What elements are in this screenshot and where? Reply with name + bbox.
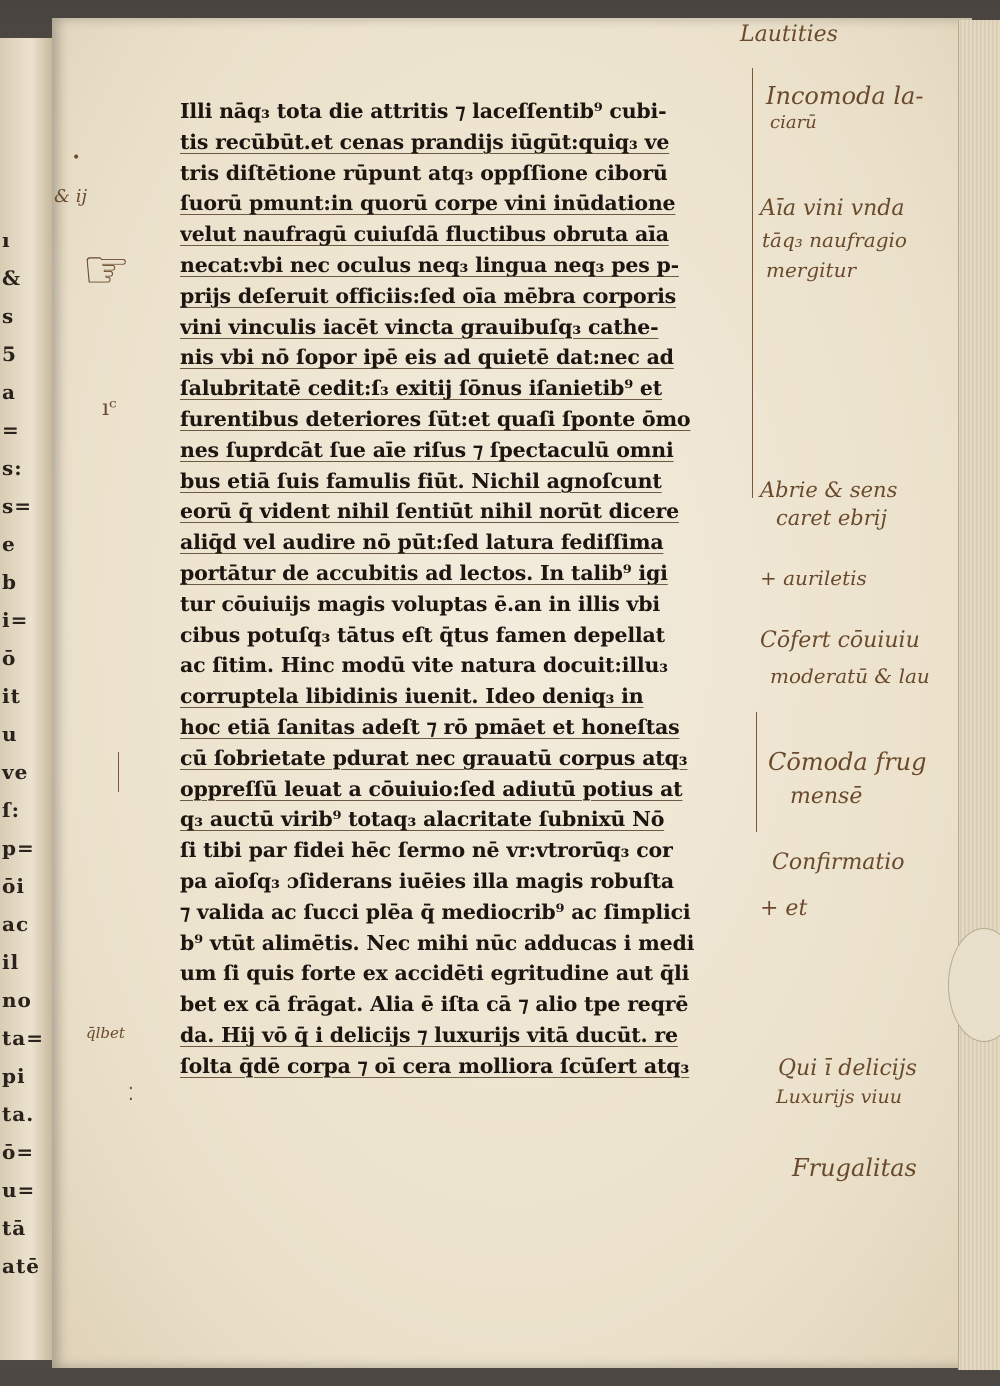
printed-line: ⁊ valida ac ſucci plēa q̄ mediocrib⁹ ac ſimplici	[180, 899, 691, 924]
printed-line: um ſi quis forte ex accidēti egritudine aut q̄li	[180, 961, 690, 986]
printed-line: da. Hij vō q̄ i delicijs ⁊ luxurijs vitā ducūt. re	[180, 1022, 678, 1047]
page-edges	[958, 20, 1000, 1370]
printed-line: Illi nāq₃ tota die attritis ⁊ laceſſentib⁹ cubi-	[180, 99, 667, 123]
marginal-note-4: + auriletis	[760, 566, 867, 590]
left-page-fragment: tā	[2, 1216, 27, 1240]
left-page-fragment: pi	[2, 1064, 26, 1088]
printed-line: velut naufragū cuiuſdā fluctibus obruta aīa	[180, 222, 669, 247]
left-page-fragment: e	[2, 532, 16, 556]
marginal-dot: •	[72, 150, 81, 166]
printed-line: eorū q̄ vident nihil ſentiūt nihil norūt dicere	[180, 499, 679, 524]
left-page-fragment: s:	[2, 456, 23, 480]
left-page-fragment: s	[2, 304, 15, 328]
printed-line: necat:vbi nec oculus neq₃ lingua neq₃ pes p-	[180, 252, 679, 277]
printed-line: prijs deſeruit officiis:ſed oīa mēbra corporis	[180, 283, 677, 308]
left-page-fragment: ı	[2, 228, 11, 252]
left-page-fragment: ō	[2, 646, 17, 670]
marginal-note-9: Frugalitas	[792, 1154, 917, 1182]
left-page-fragment: ac	[2, 912, 30, 936]
printed-line: ſuorū pmunt:in quorū corpe vini inūdatione	[180, 191, 676, 216]
margin-bracket	[118, 752, 119, 792]
left-page-fragment: b	[2, 570, 17, 594]
left-page-fragment: ſ:	[2, 798, 20, 822]
left-page-fragment: ōi	[2, 874, 25, 898]
printed-line: bus etiā ſuis famulis fiūt. Nichil agnoſcunt	[180, 468, 662, 493]
printed-line: bet ex cā frāgat. Alia ē iſta cā ⁊ alio tpe reqrē	[180, 992, 689, 1017]
printed-line: oppreſſū leuat a cōuiuio:ſed adiutū potius at	[180, 776, 683, 801]
left-page-fragment: il	[2, 950, 20, 974]
marginal-header: Lautities	[740, 22, 838, 47]
printed-line: cū ſobrietate pdurat nec grauatū corpus atq₃	[180, 745, 688, 770]
printed-line: tur cōuiuijs magis voluptas ē.an in illis vbi	[180, 591, 660, 616]
left-page-fragment: ve	[2, 760, 29, 784]
marginal-note-6b: mensē	[790, 784, 863, 809]
marginal-note-7b: + et	[760, 896, 808, 921]
left-margin-note-1: & ij	[54, 186, 88, 207]
margin-bracket	[752, 68, 753, 498]
printed-line: aliq̄d vel audire nō pūt:ſed latura fediſſima	[180, 530, 664, 555]
marginal-note-1: Incomoda la-	[766, 82, 924, 110]
printed-line: b⁹ vtūt alimētis. Nec mihi nūc adducas i medi	[180, 930, 695, 955]
margin-bracket	[756, 712, 757, 832]
left-page-fragment: ta.	[2, 1102, 35, 1126]
marginal-note-6: Cōmoda frug	[768, 748, 927, 776]
left-facing-page	[0, 38, 54, 1360]
left-page-fragment: i=	[2, 608, 29, 632]
marginal-note-3: Abrie & sens	[760, 478, 898, 502]
left-page-fragment: ta=	[2, 1026, 44, 1050]
left-page-fragment: a	[2, 380, 16, 404]
left-page-fragment: no	[2, 988, 32, 1012]
left-page-fragment: u=	[2, 1178, 36, 1202]
printed-line: ſalubritatē cedit:ſ₃ exitij ſōnus iſanietib⁹ et	[180, 376, 663, 401]
printed-line: ſi tibi par fidei hēc ſermo nē vr:vtrorūq₃ cor	[180, 838, 673, 863]
marginal-note-7: Confirmatio	[772, 850, 905, 875]
printed-line: portātur de accubitis ad lectos. In talib⁹ igi	[180, 560, 668, 585]
printed-text-block	[180, 96, 820, 1082]
marginal-mark: ıᶜ	[102, 396, 117, 421]
left-page-fragment: =	[2, 418, 20, 442]
marginal-note-3b: caret ebrij	[776, 506, 887, 530]
marginal-note-8: Qui ī delicijs	[778, 1056, 917, 1081]
left-page-fragment: it	[2, 684, 21, 708]
printed-line: q₃ auctū virib⁹ totaq₃ alacritate ſubnixū Nō	[180, 807, 665, 832]
printed-line: cibus potuſq₃ tātus eſt q̄tus famen depellat	[180, 622, 665, 647]
printed-line: nis vbi nō ſopor ipē eis ad quietē dat:nec ad	[180, 345, 674, 370]
printed-line: tis recūbūt.et cenas prandijs iūgūt:quiq₃ ve	[180, 129, 670, 154]
printed-line: nes ſuprdcāt ſue aīe riſus ⁊ ſpectaculū omni	[180, 437, 674, 462]
marginal-note-8b: Luxurijs viuu	[776, 1086, 902, 1108]
left-page-fragment: atē	[2, 1254, 40, 1278]
printed-line: pa aīoſq₃ ɔſiderans iuēies illa magis robuſta	[180, 868, 674, 893]
left-page-fragment: 5	[2, 342, 17, 366]
left-margin-note-2: q̄lbet	[86, 1024, 125, 1042]
marginal-note-5b: moderatū & lau	[770, 664, 930, 688]
marginal-note-2b: tāq₃ naufragio	[762, 228, 907, 252]
printed-line: tris diſtētione rūpunt atq₃ oppſſione ciborū	[180, 160, 668, 185]
left-page-fragment: &	[2, 266, 22, 290]
left-page-fragment: u	[2, 722, 18, 746]
printed-line: ac ſitim. Hinc modū vite natura docuit:illu₃	[180, 653, 668, 678]
marginal-note-2c: mergitur	[766, 258, 857, 282]
marginal-mark: ⁚	[128, 1084, 134, 1105]
left-page-fragment: p=	[2, 836, 35, 860]
printed-line: ſolta q̄dē corpa ⁊ oī cera molliora ſcūſert atq₃	[180, 1053, 690, 1078]
printed-line: hoc etiā ſanitas adeſt ⁊ rō pmāet et honeſtas	[180, 714, 680, 739]
left-page-fragment: ō=	[2, 1140, 35, 1164]
marginal-note-2: Aīa vini vnda	[760, 196, 905, 221]
printed-line: furentibus deteriores ſūt:et quaſi ſponte ōmo	[180, 406, 691, 431]
printed-line: vini vinculis iacēt vincta grauibuſq₃ cathe-	[180, 314, 659, 339]
left-page-fragment: s=	[2, 494, 33, 518]
marginal-note-1b: ciarū	[770, 112, 817, 133]
pointing-hand-mark: ☞	[82, 238, 131, 301]
marginal-note-5: Cōfert cōuiuiu	[760, 628, 920, 653]
printed-line: corruptela libidinis iuenit. Ideo deniq₃ in	[180, 684, 644, 709]
